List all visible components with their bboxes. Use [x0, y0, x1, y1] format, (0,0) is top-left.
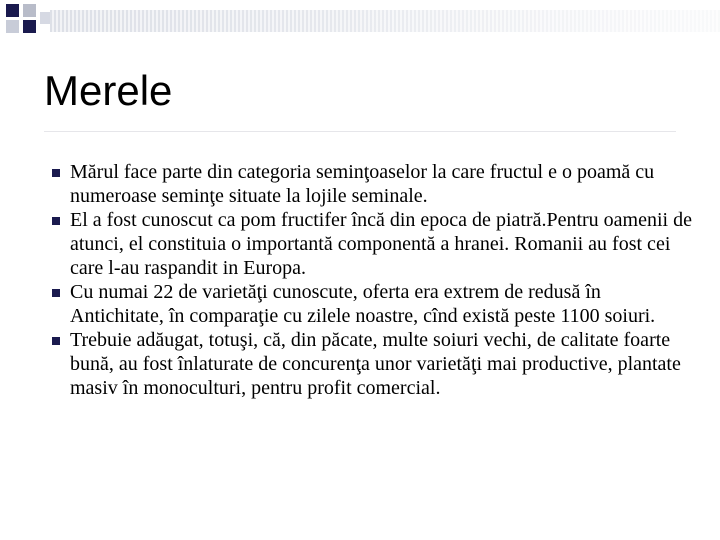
decor-square [6, 20, 19, 33]
decor-square [6, 4, 19, 17]
bullet-item [52, 208, 692, 280]
square-bullet-icon [52, 217, 60, 225]
square-bullet-icon [52, 289, 60, 297]
bullet-item [52, 280, 692, 328]
bullet-item [52, 160, 692, 208]
bullet-text: El a fost cunoscut ca pom fructifer încă din epoca de piatră.Pentru oamenii de atunci, el constituia o importantă componentă a hranei. Romanii au fost cei care l-au raspandit in Europa. [70, 209, 692, 279]
decor-square [23, 20, 36, 33]
bullet-list [52, 160, 692, 400]
bullet-text: Trebuie adăugat, totuşi, că, din păcate, multe soiuri vechi, de calitate foarte bună, au fost înlaturate de concurenţa unor varietăţi mai productive, plantate masiv în monoculturi, pentru profit comercial. [70, 329, 681, 399]
bullet-text: Mărul face parte din categoria seminţoaselor la care fructul e o poamă cu numeroase seminţe situate la lojile seminale. [70, 161, 655, 207]
square-bullet-icon [52, 169, 60, 177]
top-stripe-fade [50, 10, 720, 32]
bullet-text: Cu numai 22 de varietăţi cunoscute, oferta era extrem de redusă în Antichitate, în comparaţie cu zilele noastre, cînd există peste 1100 soiuri. [70, 281, 656, 327]
square-bullet-icon [52, 337, 60, 345]
bullet-item [52, 328, 692, 400]
decor-square [23, 4, 36, 17]
title-divider [44, 131, 676, 132]
slide-title: Merele [44, 67, 173, 114]
